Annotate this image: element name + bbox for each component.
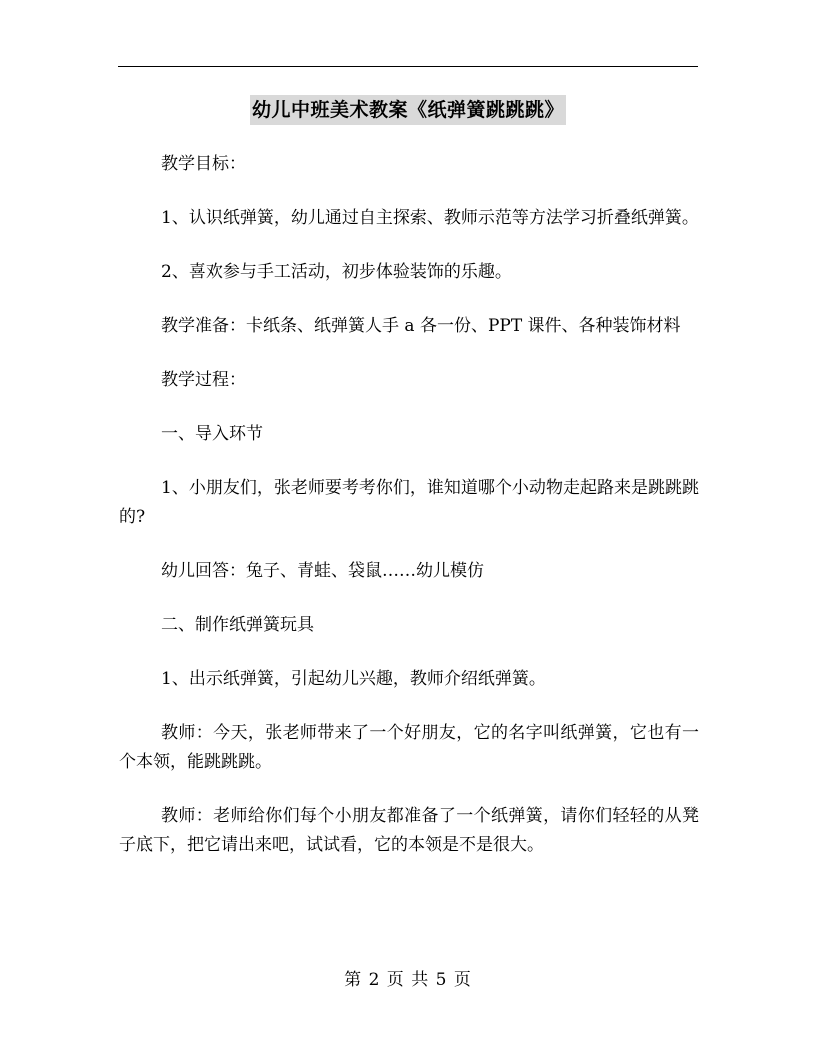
paragraph-children-answer: 幼儿回答：兔子、青蛙、袋鼠……幼儿模仿 <box>161 561 484 581</box>
paragraph-section-intro: 一、导入环节 <box>161 424 263 444</box>
document-title: 幼儿中班美术教案《纸弹簧跳跳跳》 <box>250 95 566 125</box>
paragraph-teaching-goals-heading: 教学目标： <box>161 154 246 174</box>
paragraph-section-make-toy: 二、制作纸弹簧玩具 <box>161 615 314 635</box>
header-rule <box>118 66 698 67</box>
paragraph-teaching-preparation: 教学准备：卡纸条、纸弹簧人手 a 各一份、PPT 课件、各种装饰材料 <box>161 316 681 336</box>
page-number-footer: 第 2 页 共 5 页 <box>344 970 472 990</box>
paragraph-goal-1: 1、认识纸弹簧，幼儿通过自主探索、教师示范等方法学习折叠纸弹簧。 <box>161 208 699 228</box>
paragraph-teacher-intro: 教师：今天，张老师带来了一个好朋友，它的名字叫纸弹簧，它也有一个本领，能跳跳跳。 <box>119 723 699 772</box>
paragraph-teacher-instruction: 教师：老师给你们每个小朋友都准备了一个纸弹簧，请你们轻轻的从凳子底下，把它请出来吧，试试看，它的本领是不是很大。 <box>119 806 699 855</box>
title-container <box>0 95 816 125</box>
paragraph-show-spring: 1、出示纸弹簧，引起幼儿兴趣，教师介绍纸弹簧。 <box>161 669 546 689</box>
document-body <box>119 150 699 885</box>
paragraph-goal-2: 2、喜欢参与手工活动，初步体验装饰的乐趣。 <box>161 262 512 282</box>
paragraph-intro-question: 1、小朋友们，张老师要考考你们，谁知道哪个小动物走起路来是跳跳跳的? <box>119 478 699 527</box>
paragraph-teaching-process-heading: 教学过程： <box>161 370 246 390</box>
